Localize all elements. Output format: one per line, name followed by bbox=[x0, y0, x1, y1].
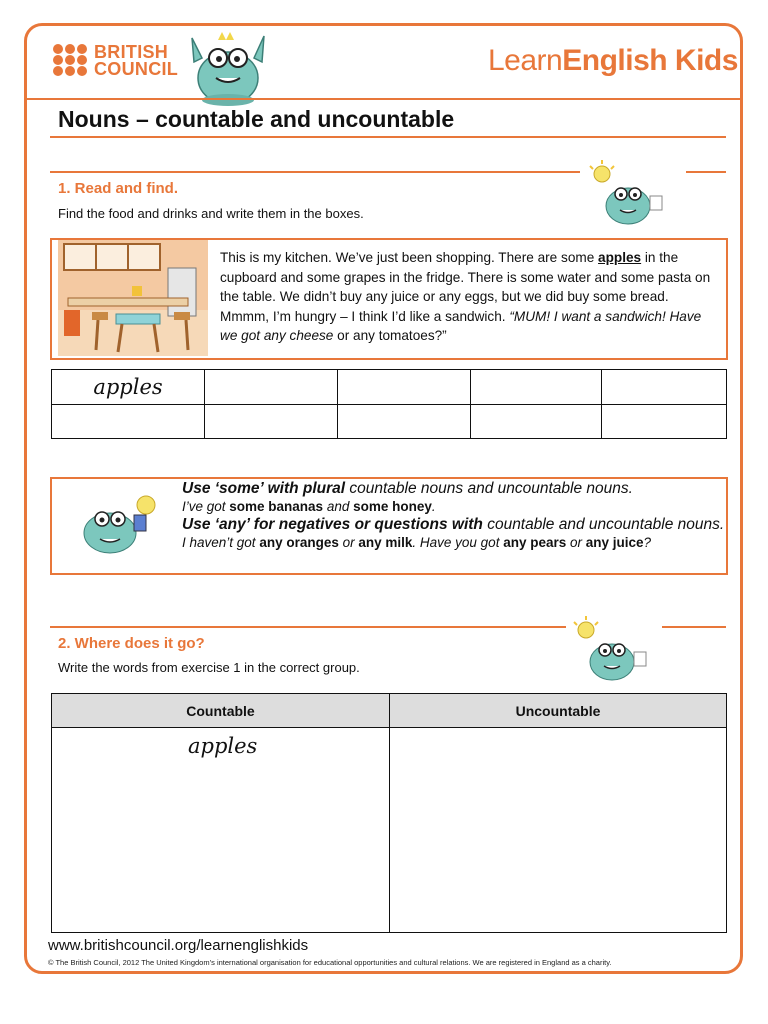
british-council-dots-icon bbox=[52, 44, 88, 76]
note-ex2-b: any oranges bbox=[259, 535, 339, 550]
handwritten-answer: apples bbox=[93, 375, 163, 399]
monster-idea-icon-2 bbox=[572, 616, 658, 686]
story-part-4: or any tomatoes?” bbox=[337, 328, 447, 343]
note-ex2-f: any pears bbox=[503, 535, 567, 550]
note-ex2-g: or bbox=[566, 535, 586, 550]
grammar-note-text bbox=[182, 480, 727, 552]
monster-reading-icon bbox=[76, 489, 162, 559]
section2-instruction: Write the words from exercise 1 in the correct group. bbox=[58, 660, 360, 675]
monster-mascot-icon bbox=[172, 28, 284, 108]
note-some-rule-rest: countable nouns and uncountable nouns. bbox=[345, 480, 633, 497]
note-ex2-e: . Have you got bbox=[412, 535, 504, 550]
answer-cell[interactable] bbox=[471, 405, 602, 439]
uncountable-header: Uncountable bbox=[390, 694, 727, 728]
answer-cell[interactable] bbox=[338, 370, 471, 405]
answer-grid bbox=[51, 369, 727, 439]
story-part-2: in the cupboard and some grapes in the fridge. There is some water and some pasta on the table. We didn’t buy any juice or any eggs, but we did buy some bread. Mmmm, I’m hungry – I think I’d like a sandwich. bbox=[220, 250, 711, 324]
note-any-rule: Use ‘any’ for negatives or questions with bbox=[182, 516, 483, 533]
answer-cell[interactable] bbox=[338, 405, 471, 439]
note-ex1-a: I’ve got bbox=[182, 499, 230, 514]
brand-line-2: COUNCIL bbox=[94, 59, 179, 79]
monster-idea-icon bbox=[588, 160, 674, 230]
story-text bbox=[220, 248, 720, 346]
kitchen-illustration bbox=[58, 240, 208, 356]
answer-cell[interactable] bbox=[205, 370, 338, 405]
note-line-1 bbox=[182, 480, 727, 498]
footer-copyright: © The British Council, 2012 The United Kingdom’s international organisation for educational opportunities and cultural relations. We are registered in England as a charity. bbox=[48, 958, 612, 967]
note-example-2 bbox=[182, 534, 727, 552]
page-title: Nouns – countable and uncountable bbox=[58, 106, 455, 132]
answer-cell[interactable] bbox=[602, 370, 727, 405]
section2-rule-right bbox=[662, 626, 726, 628]
story-highlight-apples: apples bbox=[598, 250, 642, 265]
footer-url[interactable]: www.britishcouncil.org/learnenglishkids bbox=[48, 937, 309, 954]
section2-rule-left bbox=[50, 626, 566, 628]
title-underline bbox=[50, 136, 726, 138]
note-ex2-h: any juice bbox=[585, 535, 644, 550]
note-ex2-a: I haven’t got bbox=[182, 535, 260, 550]
note-ex1-b: some bananas bbox=[229, 499, 324, 514]
note-ex2-c: or bbox=[338, 535, 359, 550]
note-ex2-d: any milk bbox=[358, 535, 413, 550]
section1-instruction: Find the food and drinks and write them in the boxes. bbox=[58, 206, 364, 221]
site-name-part2: English Kids bbox=[562, 44, 738, 77]
answer-cell[interactable] bbox=[205, 405, 338, 439]
countable-handwritten-answer: apples bbox=[188, 734, 258, 758]
note-ex1-e: . bbox=[431, 499, 436, 514]
sort-table bbox=[51, 693, 727, 933]
brand-line-1: BRITISH bbox=[94, 42, 169, 62]
answer-cell[interactable] bbox=[602, 405, 727, 439]
note-line-3 bbox=[182, 516, 727, 534]
section1-heading: 1. Read and find. bbox=[58, 180, 179, 197]
answer-cell[interactable] bbox=[52, 370, 205, 405]
site-name-part1: Learn bbox=[488, 44, 563, 77]
countable-header: Countable bbox=[52, 694, 390, 728]
section2-heading: 2. Where does it go? bbox=[58, 635, 205, 652]
countable-cell[interactable] bbox=[52, 728, 390, 933]
note-ex1-c: and bbox=[323, 499, 354, 514]
story-part-1: This is my kitchen. We’ve just been shopping. There are some bbox=[220, 250, 599, 265]
header-divider bbox=[27, 98, 740, 100]
note-ex2-i: ? bbox=[643, 535, 652, 550]
answer-cell[interactable] bbox=[471, 370, 602, 405]
learnenglish-kids-logo bbox=[488, 44, 738, 78]
section1-rule-left bbox=[50, 171, 580, 173]
note-any-rule-rest: countable and uncountable nouns. bbox=[482, 516, 725, 533]
note-example-1 bbox=[182, 498, 727, 516]
note-some-rule: Use ‘some’ with plural bbox=[182, 480, 346, 497]
note-ex1-d: some honey bbox=[353, 499, 432, 514]
answer-cell[interactable] bbox=[52, 405, 205, 439]
section1-rule-right bbox=[686, 171, 726, 173]
story-part-3: “MUM! I want a sandwich! Have we got any cheese bbox=[220, 308, 702, 343]
uncountable-cell[interactable] bbox=[390, 728, 727, 933]
